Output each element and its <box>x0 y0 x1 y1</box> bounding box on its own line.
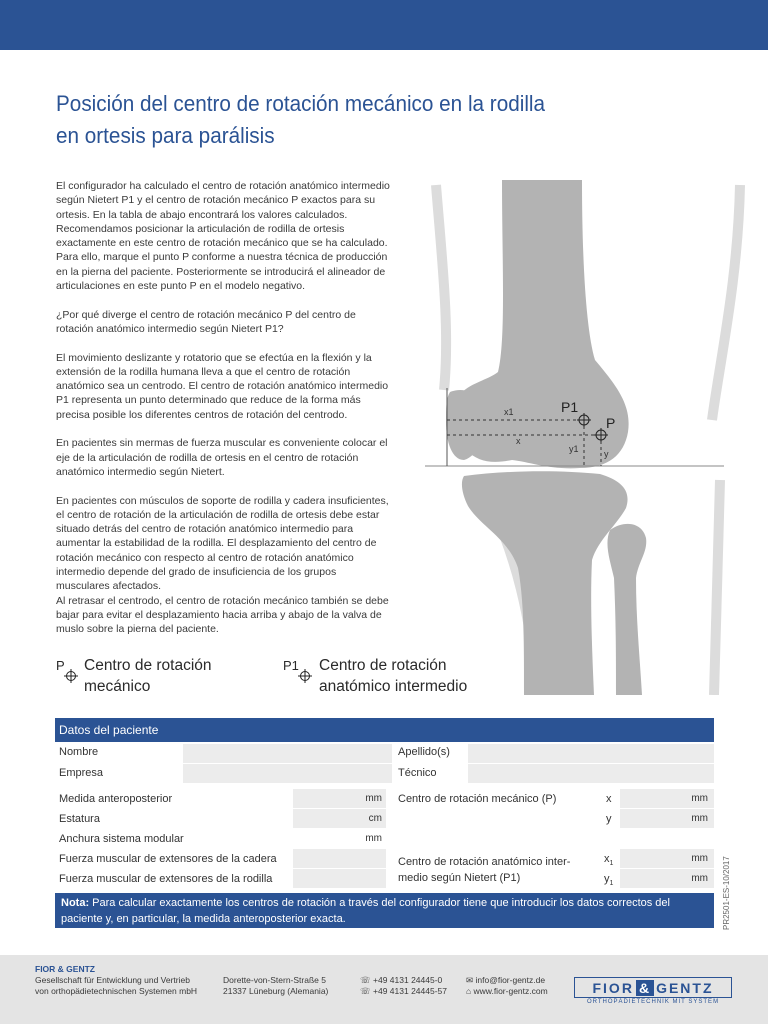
unit-mm: mm <box>691 873 708 884</box>
apellidos-input[interactable] <box>468 744 714 763</box>
label-nombre: Nombre <box>59 746 99 758</box>
unit-cm: cm <box>368 813 382 824</box>
empresa-input[interactable] <box>183 764 392 783</box>
legend-p1-line1: Centro de rotación <box>319 657 447 674</box>
legend-p1-symbol: P1 <box>283 658 299 673</box>
patient-form <box>55 718 714 742</box>
footer-company: FIOR & GENTZ Gesellschaft für Entwicklung und Vertrieb von orthopädietechnischen Systemen mbH <box>35 964 198 996</box>
form-heading: Datos del paciente <box>55 718 714 742</box>
label-p1: P1 <box>561 399 579 415</box>
footer-contact: ✉ info@fior-gentz.de ⌂ www.fior-gentz.com <box>466 975 548 996</box>
label-p: P <box>606 415 616 431</box>
nombre-input[interactable] <box>183 744 392 763</box>
label-y1: y1 <box>569 444 579 454</box>
unit-mm: mm <box>365 793 382 804</box>
email-icon: ✉ <box>466 975 474 985</box>
legend-p-symbol: P <box>56 658 65 673</box>
footer-address: Dorette-von-Stern-Straße 5 21337 Lüneburg (Alemania) <box>223 975 329 996</box>
note-text: Para calcular exactamente los centros de rotación a través del configurador tiene que introducir los datos correctos del paciente y, en particular, la medida anteroposterior exacta. <box>61 897 670 925</box>
label-y1: $y_1$ <box>604 873 614 888</box>
crosshair-icon <box>298 669 312 683</box>
unit-mm: mm <box>691 793 708 804</box>
label-y: y <box>604 449 609 459</box>
knee-diagram <box>420 180 768 695</box>
label-fuerza-rodilla: Fuerza muscular de extensores de la rodilla <box>59 873 273 885</box>
label-tecnico: Técnico <box>398 767 437 779</box>
label-anchura: Anchura sistema modular <box>59 833 184 845</box>
home-icon: ⌂ <box>466 986 472 996</box>
paragraph: En pacientes sin mermas de fuerza muscular es conveniente colocar el eje de la articulación de rodilla de ortesis en el centro de rotación anatómico intermedio según Nietert. <box>56 437 388 478</box>
unit-mm: mm <box>691 853 708 864</box>
paragraph: En pacientes con músculos de soporte de rodilla y cadera insuficientes, el centro de rotación de la articulación de rodilla de ortesis debe estar situado detrás del centro de rotación anatómico intermedio para aumentar la estabilidad de la rodilla. El desplazamiento del centro de rotación mecánico con respecto al centro de rotación anatómico intermedio depende del grado de insuficiencia de los grupos musculares afectados. <box>56 494 389 593</box>
fibula <box>607 524 646 695</box>
label-centro-anatomico: Centro de rotación anatómico inter- medio según Nietert (P1) <box>398 856 571 884</box>
label-x1: $x_1$ <box>604 853 614 868</box>
fior-gentz-logo: FIOR & GENTZ ORTHOPÄDIETECHNIK MIT SYSTEM <box>574 977 732 1005</box>
legend-p-line1: Centro de rotación <box>84 657 212 674</box>
phone-icon: ☏ <box>360 975 371 985</box>
fax-icon: ☏ <box>360 986 371 996</box>
paragraph: Al retrasar el centrodo, el centro de rotación mecánico también se debe bajar para evitar el desplazamiento hacia arriba y abajo de la valva de muslo sobre la pierna del paciente. <box>56 594 389 636</box>
fuerza-cadera-input[interactable] <box>293 849 386 868</box>
label-medida: Medida anteroposterior <box>59 793 173 805</box>
fuerza-rodilla-input[interactable] <box>293 869 386 888</box>
top-banner <box>0 0 768 50</box>
paragraph: El configurador ha calculado el centro de rotación anatómico intermedio según Nietert P1 y el centro de rotación mecánico P exactos para su ortesis. En la tabla de abajo encontrará los valores calculados. Recomendamos posicionar la articulación de rodilla de ortesis exactamente en este centro de rotación mecánico que se ha calculado. Para ello, marque el punto P conforme a nuestra técnica de producción en la pierna del paciente. Posteriormente se introducirá el alineador de articulaciones en este punto P en el modelo negativo. <box>56 180 390 293</box>
tecnico-input[interactable] <box>468 764 714 783</box>
note-box <box>55 893 714 928</box>
label-estatura: Estatura <box>59 813 100 825</box>
crosshair-icon <box>64 669 78 683</box>
label-fuerza-cadera: Fuerza muscular de extensores de la cadera <box>59 853 277 865</box>
unit-mm: mm <box>365 833 382 844</box>
document-code: PR2501-ES-10/2017 <box>722 856 731 930</box>
note-label: Nota: <box>61 897 90 909</box>
label-x1: x1 <box>504 407 514 417</box>
label-centro-mecanico: Centro de rotación mecánico (P) <box>398 793 557 805</box>
legend-p-line2: mecánico <box>84 678 151 695</box>
label-empresa: Empresa <box>59 767 104 779</box>
label-x: x <box>606 793 612 805</box>
footer-phone: ☏ +49 4131 24445-0 ☏ +49 4131 24445-57 <box>360 975 447 996</box>
label-y: y <box>606 813 612 825</box>
body-text <box>56 179 392 651</box>
legend-p1-line2: anatómico intermedio <box>319 678 468 695</box>
page-title: Posición del centro de rotación mecánico en la rodilla en ortesis para parálisis <box>56 91 546 148</box>
paragraph: ¿Por qué diverge el centro de rotación mecánico P del centro de rotación anatómico intermedio según Nietert P1? <box>56 308 356 335</box>
footer <box>0 955 768 1024</box>
paragraph: El movimiento deslizante y rotatorio que se efectúa en la flexión y la extensión de la rodilla humana lleva a que el centro de rotación anatómico sea un centrodo. El centro de rotación anatómico intermedio P1 representa un punto determinado que reduce de la forma más precisa posible los diferentes centros de rotación del centrodo. <box>56 351 389 421</box>
unit-mm: mm <box>691 813 708 824</box>
label-x: x <box>516 436 521 446</box>
label-apellidos: Apellido(s) <box>398 746 450 758</box>
